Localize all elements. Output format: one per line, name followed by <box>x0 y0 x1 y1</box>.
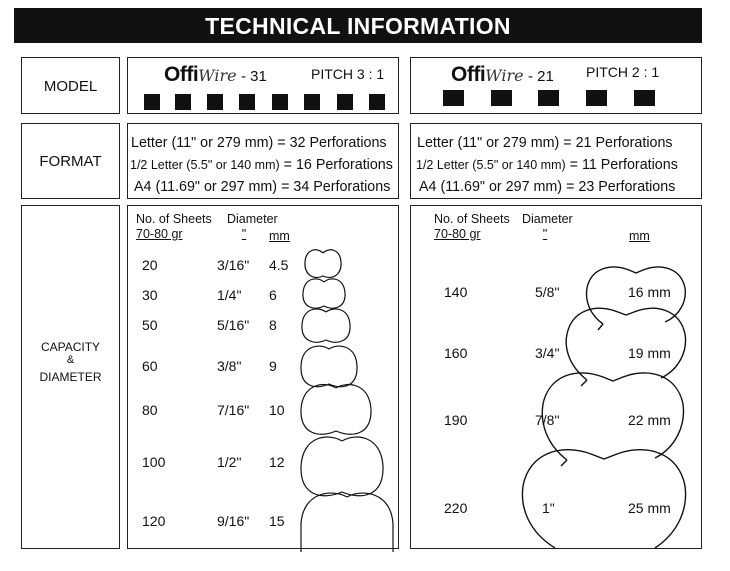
sheets-value: 220 <box>444 500 468 516</box>
sheets-value: 140 <box>444 284 468 300</box>
model-label: MODEL <box>43 78 98 95</box>
header-gr: 70-80 gr <box>434 227 481 241</box>
mm-value: 16 mm <box>628 284 671 300</box>
sheets-value: 160 <box>444 345 468 361</box>
inch-value: 1/2" <box>217 454 242 470</box>
mm-value: 6 <box>269 287 277 303</box>
inch-value: 5/16" <box>217 317 250 333</box>
brand-script: Wire <box>485 66 524 85</box>
pitch-square <box>175 94 191 110</box>
wire-ring-icon <box>299 380 373 440</box>
format-line: Letter (11" or 279 mm) = 21 Perforations <box>417 135 673 151</box>
mm-value: 15 <box>269 513 285 529</box>
format-label-box <box>21 123 120 199</box>
sheets-value: 60 <box>142 358 158 374</box>
mm-value: 25 mm <box>628 500 671 516</box>
brand-bold: Offi <box>451 63 486 86</box>
wire-ring-icon <box>300 305 352 347</box>
mm-value: 19 mm <box>628 345 671 361</box>
mm-value: 12 <box>269 454 285 470</box>
pitch-label: PITCH 3 : 1 <box>311 66 385 82</box>
inch-value: 7/16" <box>217 402 250 418</box>
mm-value: 9 <box>269 358 277 374</box>
header-gr: 70-80 gr <box>136 227 183 241</box>
page-title: TECHNICAL INFORMATION <box>14 8 702 43</box>
header-diameter: Diameter <box>227 212 278 226</box>
pitch-square <box>239 94 255 110</box>
model-box-pitch-2-1 <box>410 57 702 114</box>
inch-value: 1" <box>542 500 555 516</box>
wire-ring-icon <box>519 442 689 550</box>
sheets-value: 190 <box>444 412 468 428</box>
pitch-square <box>144 94 160 110</box>
mm-value: 8 <box>269 317 277 333</box>
header-mm: mm <box>629 229 650 243</box>
brand-bold: Offi <box>164 63 199 86</box>
format-line: 1/2 Letter (5.5" or 140 mm) = 16 Perforations <box>130 157 393 173</box>
header-mm: mm <box>269 229 290 243</box>
model-label-box <box>21 57 120 114</box>
pitch-square <box>304 94 320 110</box>
header-inch: " <box>542 227 548 241</box>
inch-value: 9/16" <box>217 513 250 529</box>
pitch-square <box>443 90 464 106</box>
pitch-label: PITCH 2 : 1 <box>586 64 660 80</box>
pitch-square <box>369 94 385 110</box>
inch-value: 3/8" <box>217 358 242 374</box>
model-suffix: - 31 <box>241 68 267 85</box>
pitch-square <box>207 94 223 110</box>
pitch-square <box>491 90 512 106</box>
capacity-label-box <box>21 205 120 549</box>
pitch-square <box>337 94 353 110</box>
sheets-value: 20 <box>142 257 158 273</box>
pitch-square <box>538 90 559 106</box>
model-suffix: - 21 <box>528 68 554 85</box>
header-sheets: No. of Sheets <box>136 212 212 226</box>
capacity-label-line3: DIAMETER <box>39 370 102 384</box>
capacity-label-line2: & <box>66 354 75 366</box>
format-line: Letter (11" or 279 mm) = 32 Perforations <box>131 135 387 151</box>
pitch-square <box>272 94 288 110</box>
format-line: 1/2 Letter (5.5" or 140 mm) = 11 Perforations <box>416 157 678 173</box>
model-box-pitch-3-1 <box>127 57 399 114</box>
wire-ring-icon <box>299 488 395 552</box>
sheets-value: 100 <box>142 454 166 470</box>
inch-value: 5/8" <box>535 284 560 300</box>
format-box-pitch-2-1 <box>410 123 702 199</box>
mm-value: 22 mm <box>628 412 671 428</box>
sheets-value: 80 <box>142 402 158 418</box>
mm-value: 10 <box>269 402 285 418</box>
inch-value: 1/4" <box>217 287 242 303</box>
format-label: FORMAT <box>39 153 102 170</box>
capacity-box-pitch-2-1 <box>410 205 702 549</box>
capacity-box-pitch-3-1 <box>127 205 399 549</box>
product-logo <box>164 63 267 87</box>
product-logo <box>451 63 554 87</box>
sheets-value: 30 <box>142 287 158 303</box>
header-sheets: No. of Sheets <box>434 212 510 226</box>
format-line: A4 (11.69" or 297 mm) = 23 Perforations <box>419 179 676 195</box>
format-line: A4 (11.69" or 297 mm) = 34 Perforations <box>134 179 391 195</box>
sheets-value: 120 <box>142 513 166 529</box>
sheets-value: 50 <box>142 317 158 333</box>
header-diameter: Diameter <box>522 212 573 226</box>
mm-value: 4.5 <box>269 257 289 273</box>
pitch-square <box>586 90 607 106</box>
inch-value: 7/8" <box>535 412 560 428</box>
pitch-square <box>634 90 655 106</box>
inch-value: 3/16" <box>217 257 250 273</box>
inch-value: 3/4" <box>535 345 560 361</box>
format-box-pitch-3-1 <box>127 123 399 199</box>
brand-script: Wire <box>198 66 237 85</box>
capacity-label-line1: CAPACITY <box>40 340 101 354</box>
header-inch: " <box>241 227 247 241</box>
